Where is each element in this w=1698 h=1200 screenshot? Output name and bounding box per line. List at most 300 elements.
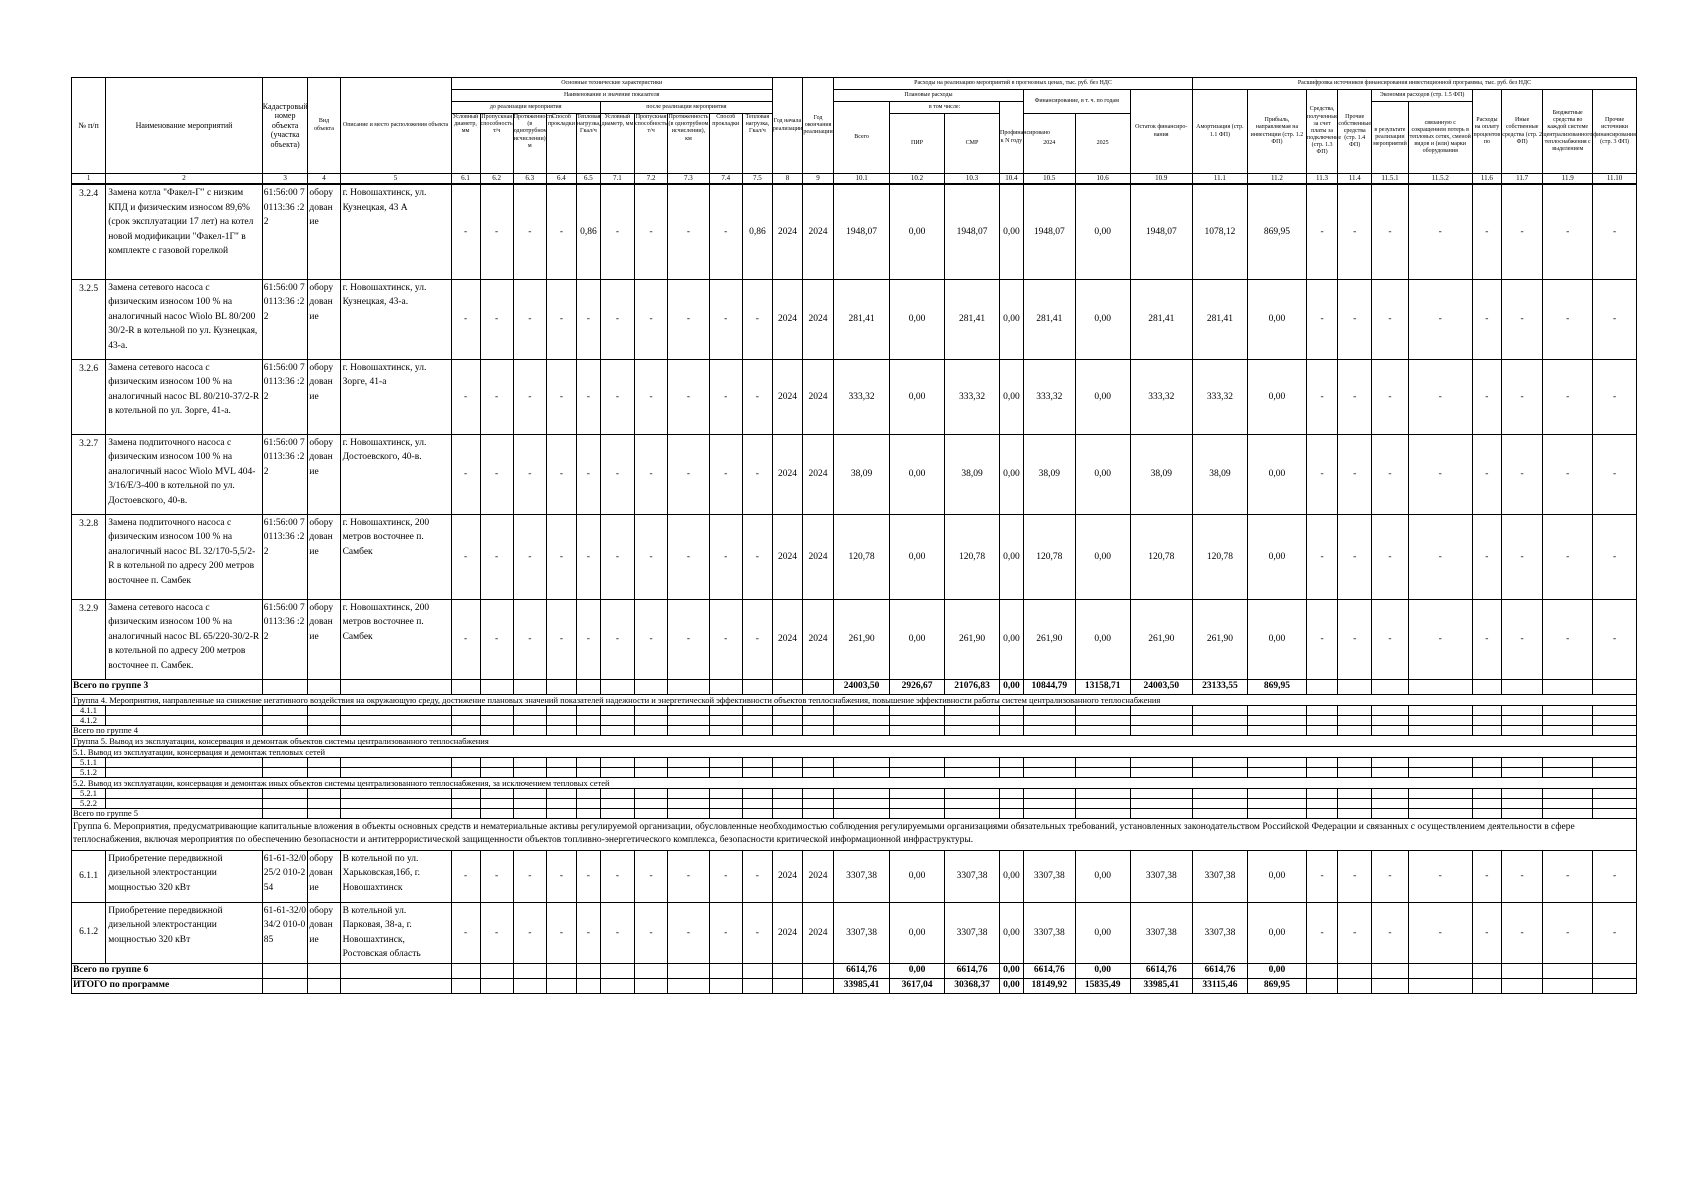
value-b_lay: - xyxy=(546,434,576,514)
empty-cell xyxy=(1501,978,1542,993)
empty-cell xyxy=(308,963,340,978)
value-c4: - xyxy=(1408,514,1472,599)
value-profit: 0,00 xyxy=(1247,902,1306,963)
value-fin: 0,00 xyxy=(999,184,1023,279)
value-a_cap: - xyxy=(635,902,668,963)
profit-header: Прибыль, направляемая на инвестиции (стр. 1.2 ФП) xyxy=(1247,90,1306,174)
empty-cell xyxy=(1247,705,1306,715)
empty-cell xyxy=(546,715,576,725)
empty-cell xyxy=(1501,808,1542,818)
empty-cell xyxy=(1472,767,1501,777)
empty-cell xyxy=(1472,978,1501,993)
empty-cell xyxy=(576,808,600,818)
value-profit: 0,00 xyxy=(1247,599,1306,679)
empty-cell xyxy=(1306,725,1337,735)
measure-name: Приобретение передвижной дизельной электростанции мощностью 320 кВт xyxy=(106,850,263,902)
empty-cell xyxy=(1472,705,1501,715)
total-y2025: 13158,71 xyxy=(1075,679,1130,694)
empty-cell xyxy=(546,767,576,777)
value-amort: 333,32 xyxy=(1192,359,1247,434)
empty-cell xyxy=(1472,679,1501,694)
empty-cell xyxy=(1338,705,1372,715)
group4-row xyxy=(72,705,1637,715)
empty-cell xyxy=(576,715,600,725)
value-b_load: - xyxy=(576,359,600,434)
group6-title-row xyxy=(72,818,1637,850)
empty-cell xyxy=(1075,788,1130,798)
empty-cell xyxy=(1543,978,1593,993)
value-pir: 0,00 xyxy=(890,902,945,963)
value-ys: 2024 xyxy=(772,514,802,599)
empty-cell xyxy=(513,679,546,694)
empty-cell xyxy=(709,715,742,725)
value-smr: 3307,38 xyxy=(945,902,1000,963)
group5-title-row xyxy=(72,735,1637,746)
value-rem: 120,78 xyxy=(1130,514,1192,599)
empty-cell xyxy=(999,798,1023,808)
value-fin: 0,00 xyxy=(999,902,1023,963)
empty-cell xyxy=(262,679,308,694)
empty-cell xyxy=(802,963,833,978)
value-ys: 2024 xyxy=(772,359,802,434)
empty-cell xyxy=(1130,808,1192,818)
empty-cell xyxy=(1306,705,1337,715)
empty-cell xyxy=(480,679,513,694)
measure-row xyxy=(72,279,1637,359)
object-type: обору дован ие xyxy=(308,514,340,599)
empty-cell xyxy=(709,963,742,978)
b-cap-header: Пропускная способность, т/ч xyxy=(480,114,513,174)
group5-sub1-row xyxy=(72,746,1637,757)
column-number: 11.5.2 xyxy=(1408,174,1472,185)
empty-cell xyxy=(1247,808,1306,818)
value-b_cap: - xyxy=(480,184,513,279)
column-numbers-row xyxy=(72,174,1637,185)
value-c2: - xyxy=(1338,434,1372,514)
empty-cell xyxy=(262,705,308,715)
empty-cell xyxy=(262,798,308,808)
empty-cell xyxy=(709,808,742,818)
empty-cell xyxy=(308,798,340,808)
empty-cell xyxy=(308,757,340,767)
total-amort: 23133,55 xyxy=(1192,679,1247,694)
value-a_diam: - xyxy=(600,184,634,279)
column-number: 11.1 xyxy=(1192,174,1247,185)
empty-cell xyxy=(668,757,709,767)
b-len-header: Протяженность (в однотрубном исчислении), м xyxy=(513,114,546,174)
empty-cell xyxy=(451,725,480,735)
empty-cell xyxy=(1501,705,1542,715)
row-label: Всего по группе 5 xyxy=(72,808,263,818)
cadastral-number: 61:56:00 70113:36 :22 xyxy=(262,279,308,359)
empty-cell xyxy=(1338,757,1372,767)
empty-cell xyxy=(451,798,480,808)
empty-cell xyxy=(308,705,340,715)
empty-cell xyxy=(1075,725,1130,735)
after-header: после реализации мероприятия xyxy=(600,102,772,114)
empty-cell xyxy=(668,808,709,818)
empty-cell xyxy=(480,757,513,767)
value-c3: - xyxy=(1372,599,1408,679)
b-diam-header: Условный диаметр, мм xyxy=(451,114,480,174)
empty-cell xyxy=(999,808,1023,818)
total-smr: 6614,76 xyxy=(945,963,1000,978)
empty-cell xyxy=(668,798,709,808)
cadastral-number: 61-61-32/034/2 010-085 xyxy=(262,902,308,963)
empty-cell xyxy=(480,705,513,715)
value-total: 3307,38 xyxy=(834,850,890,902)
empty-cell xyxy=(1408,725,1472,735)
investment-program-table xyxy=(71,77,1637,994)
empty-cell xyxy=(834,788,890,798)
empty-cell xyxy=(262,725,308,735)
empty-cell xyxy=(834,705,890,715)
empty-cell xyxy=(834,808,890,818)
economy-header: Экономия расходов (стр. 1.5 ФП) xyxy=(1372,90,1473,102)
value-smr: 261,90 xyxy=(945,599,1000,679)
value-c8: - xyxy=(1593,279,1637,359)
total-y2025: 0,00 xyxy=(1075,963,1130,978)
value-c8: - xyxy=(1593,184,1637,279)
value-b_lay: - xyxy=(546,902,576,963)
empty-cell xyxy=(1192,705,1247,715)
empty-cell xyxy=(890,767,945,777)
empty-cell xyxy=(308,978,340,993)
value-a_cap: - xyxy=(635,359,668,434)
cadastral-number: 61:56:00 70113:36 :22 xyxy=(262,514,308,599)
empty-cell xyxy=(308,725,340,735)
empty-cell xyxy=(576,725,600,735)
value-c3: - xyxy=(1372,359,1408,434)
empty-cell xyxy=(451,757,480,767)
value-b_cap: - xyxy=(480,599,513,679)
empty-cell xyxy=(772,767,802,777)
value-amort: 281,41 xyxy=(1192,279,1247,359)
total-pir: 0,00 xyxy=(890,963,945,978)
column-number: 11.4 xyxy=(1338,174,1372,185)
empty-cell xyxy=(1023,788,1075,798)
row-number: 6.1.1 xyxy=(72,850,106,902)
empty-cell xyxy=(890,725,945,735)
column-number: 6.2 xyxy=(480,174,513,185)
empty-cell xyxy=(546,757,576,767)
empty-cell xyxy=(802,788,833,798)
value-c6: - xyxy=(1501,514,1542,599)
object-location: г. Новошахтинск, ул. Кузнецкая, 43-а. xyxy=(340,279,451,359)
measure-row xyxy=(72,359,1637,434)
value-b_diam: - xyxy=(451,902,480,963)
value-profit: 0,00 xyxy=(1247,279,1306,359)
empty-cell xyxy=(709,767,742,777)
empty-cell xyxy=(513,767,546,777)
empty-cell xyxy=(340,725,451,735)
value-a_load: - xyxy=(742,599,772,679)
total-profit: 0,00 xyxy=(1247,963,1306,978)
empty-cell xyxy=(451,679,480,694)
value-c7: - xyxy=(1543,850,1593,902)
empty-cell xyxy=(802,767,833,777)
value-c4: - xyxy=(1408,359,1472,434)
empty-cell xyxy=(546,679,576,694)
empty-cell xyxy=(576,963,600,978)
empty-cell xyxy=(668,679,709,694)
empty-cell xyxy=(600,767,634,777)
empty-cell xyxy=(340,808,451,818)
remainder-header: Остаток финансиро-вания xyxy=(1130,90,1192,174)
financed-header: Профинансировано к N году xyxy=(999,102,1023,174)
value-y2024: 333,32 xyxy=(1023,359,1075,434)
empty-cell xyxy=(1338,725,1372,735)
empty-cell xyxy=(1408,715,1472,725)
value-fin: 0,00 xyxy=(999,434,1023,514)
value-c3: - xyxy=(1372,850,1408,902)
value-pir: 0,00 xyxy=(890,184,945,279)
column-number: 1 xyxy=(72,174,106,185)
empty-cell xyxy=(480,798,513,808)
empty-cell xyxy=(668,788,709,798)
value-amort: 120,78 xyxy=(1192,514,1247,599)
empty-cell xyxy=(1501,767,1542,777)
value-rem: 3307,38 xyxy=(1130,850,1192,902)
value-c5: - xyxy=(1472,279,1501,359)
empty-cell xyxy=(772,705,802,715)
value-fin: 0,00 xyxy=(999,279,1023,359)
empty-cell xyxy=(1338,808,1372,818)
empty-cell xyxy=(945,798,1000,808)
empty-cell xyxy=(106,705,263,715)
value-b_lay: - xyxy=(546,279,576,359)
value-ye: 2024 xyxy=(802,902,833,963)
value-a_cap: - xyxy=(635,514,668,599)
empty-cell xyxy=(999,757,1023,767)
interest-header: Расходы на оплату процентов по xyxy=(1472,90,1501,174)
empty-cell xyxy=(1306,798,1337,808)
group5-sub2-row xyxy=(72,777,1637,788)
empty-cell xyxy=(1023,767,1075,777)
costs-header: Расходы на реализацию мероприятий в прогнозных ценах, тыс. руб. без НДС xyxy=(834,78,1193,90)
value-b_cap: - xyxy=(480,279,513,359)
value-b_len: - xyxy=(513,434,546,514)
total-rem: 6614,76 xyxy=(1130,963,1192,978)
empty-cell xyxy=(1130,725,1192,735)
value-rem: 333,32 xyxy=(1130,359,1192,434)
empty-cell xyxy=(945,767,1000,777)
value-a_cap: - xyxy=(635,850,668,902)
value-c5: - xyxy=(1472,850,1501,902)
empty-cell xyxy=(1593,725,1637,735)
value-profit: 0,00 xyxy=(1247,850,1306,902)
object-location: г. Новошахтинск, ул. Достоевского, 40-в. xyxy=(340,434,451,514)
empty-cell xyxy=(1372,767,1408,777)
empty-cell xyxy=(480,725,513,735)
empty-cell xyxy=(340,757,451,767)
value-c6: - xyxy=(1501,434,1542,514)
empty-cell xyxy=(742,978,772,993)
empty-cell xyxy=(480,808,513,818)
empty-cell xyxy=(742,679,772,694)
value-c1: - xyxy=(1306,184,1337,279)
value-ye: 2024 xyxy=(802,184,833,279)
value-a_load: 0,86 xyxy=(742,184,772,279)
value-c5: - xyxy=(1472,184,1501,279)
empty-cell xyxy=(1306,679,1337,694)
object-type: обору дован ие xyxy=(308,902,340,963)
col-cadastral-header: Кадастровый номер объекта (участка объекта) xyxy=(262,78,308,174)
smr-header: СМР xyxy=(945,114,1000,174)
empty-cell xyxy=(1372,798,1408,808)
empty-cell xyxy=(513,963,546,978)
table-body xyxy=(72,174,1637,994)
empty-cell xyxy=(600,705,634,715)
empty-cell xyxy=(600,978,634,993)
value-smr: 38,09 xyxy=(945,434,1000,514)
empty-cell xyxy=(742,715,772,725)
incl-header: в том числе: xyxy=(890,102,1000,114)
empty-cell xyxy=(1593,808,1637,818)
value-a_len: - xyxy=(668,850,709,902)
value-y2024: 281,41 xyxy=(1023,279,1075,359)
value-c7: - xyxy=(1543,514,1593,599)
empty-cell xyxy=(1408,767,1472,777)
empty-cell xyxy=(772,798,802,808)
value-b_load: - xyxy=(576,599,600,679)
section-title: Группа 4. Мероприятия, направленные на снижение негативного воздействия на окружающую среду, достижение плановых значений показателей надежности и энергетической эффективности объектов теплоснабжения, повышение эффективности работы систем централизованного теплоснабжения xyxy=(72,694,1637,705)
column-number: 11.7 xyxy=(1501,174,1542,185)
empty-cell xyxy=(635,679,668,694)
empty-cell xyxy=(742,963,772,978)
value-y2025: 0,00 xyxy=(1075,850,1130,902)
column-number: 3 xyxy=(262,174,308,185)
value-c5: - xyxy=(1472,599,1501,679)
empty-cell xyxy=(1338,679,1372,694)
measure-row xyxy=(72,902,1637,963)
value-a_diam: - xyxy=(600,434,634,514)
empty-cell xyxy=(1543,798,1593,808)
total-label: Всего по группе 6 xyxy=(72,963,263,978)
value-ye: 2024 xyxy=(802,434,833,514)
row-label: 5.1.2 xyxy=(72,767,106,777)
group4-total-row xyxy=(72,725,1637,735)
empty-cell xyxy=(546,963,576,978)
empty-cell xyxy=(945,715,1000,725)
empty-cell xyxy=(802,798,833,808)
value-b_len: - xyxy=(513,850,546,902)
empty-cell xyxy=(742,767,772,777)
value-c2: - xyxy=(1338,184,1372,279)
total-rem: 24003,50 xyxy=(1130,679,1192,694)
empty-cell xyxy=(1075,798,1130,808)
budget-header: Бюджетные средства во каждой системе централизованного теплоснабжения с выделением xyxy=(1543,90,1593,174)
section-title: Группа 5. Вывод из эксплуатации, консервация и демонтаж объектов системы централизованного теплоснабжения xyxy=(72,735,1637,746)
value-c4: - xyxy=(1408,279,1472,359)
econ-a-header: в результате реализации мероприятий xyxy=(1372,102,1408,174)
empty-cell xyxy=(635,798,668,808)
value-b_load: - xyxy=(576,850,600,902)
column-number: 10.6 xyxy=(1075,174,1130,185)
value-smr: 333,32 xyxy=(945,359,1000,434)
column-number: 8 xyxy=(772,174,802,185)
measure-row xyxy=(72,514,1637,599)
total-amort: 6614,76 xyxy=(1192,963,1247,978)
empty-cell xyxy=(1306,715,1337,725)
value-c7: - xyxy=(1543,279,1593,359)
object-type: обору дован ие xyxy=(308,359,340,434)
empty-cell xyxy=(999,715,1023,725)
value-c4: - xyxy=(1408,599,1472,679)
empty-cell xyxy=(1501,715,1542,725)
value-b_diam: - xyxy=(451,850,480,902)
value-profit: 0,00 xyxy=(1247,434,1306,514)
grand-total-row xyxy=(72,978,1637,993)
empty-cell xyxy=(600,757,634,767)
empty-cell xyxy=(340,715,451,725)
column-number: 7.5 xyxy=(742,174,772,185)
value-b_diam: - xyxy=(451,184,480,279)
empty-cell xyxy=(262,963,308,978)
value-amort: 261,90 xyxy=(1192,599,1247,679)
empty-cell xyxy=(1075,767,1130,777)
row-label: Всего по группе 4 xyxy=(72,725,263,735)
value-c1: - xyxy=(1306,514,1337,599)
total-fin: 0,00 xyxy=(999,963,1023,978)
value-b_cap: - xyxy=(480,434,513,514)
column-number: 7.4 xyxy=(709,174,742,185)
column-number: 11.9 xyxy=(1543,174,1593,185)
empty-cell xyxy=(945,705,1000,715)
value-c7: - xyxy=(1543,184,1593,279)
value-fin: 0,00 xyxy=(999,599,1023,679)
empty-cell xyxy=(1472,757,1501,767)
empty-cell xyxy=(635,715,668,725)
column-number: 10.5 xyxy=(1023,174,1075,185)
empty-cell xyxy=(802,679,833,694)
row-number: 3.2.7 xyxy=(72,434,106,514)
total-y2024: 10844,79 xyxy=(1023,679,1075,694)
empty-cell xyxy=(1543,808,1593,818)
empty-cell xyxy=(772,963,802,978)
empty-cell xyxy=(999,788,1023,798)
empty-cell xyxy=(635,705,668,715)
empty-cell xyxy=(308,808,340,818)
value-c1: - xyxy=(1306,599,1337,679)
value-profit: 869,95 xyxy=(1247,184,1306,279)
empty-cell xyxy=(1247,757,1306,767)
value-a_diam: - xyxy=(600,850,634,902)
empty-cell xyxy=(1192,725,1247,735)
a-cap-header: Пропускная способность, т/ч xyxy=(635,114,668,174)
value-smr: 1948,07 xyxy=(945,184,1000,279)
empty-cell xyxy=(1192,808,1247,818)
value-rem: 3307,38 xyxy=(1130,902,1192,963)
value-profit: 0,00 xyxy=(1247,359,1306,434)
empty-cell xyxy=(262,757,308,767)
value-c5: - xyxy=(1472,902,1501,963)
value-c6: - xyxy=(1501,850,1542,902)
empty-cell xyxy=(1130,798,1192,808)
empty-cell xyxy=(709,705,742,715)
empty-cell xyxy=(802,808,833,818)
value-c1: - xyxy=(1306,359,1337,434)
empty-cell xyxy=(600,679,634,694)
empty-cell xyxy=(546,978,576,993)
column-number: 11.2 xyxy=(1247,174,1306,185)
empty-cell xyxy=(1192,767,1247,777)
value-y2024: 3307,38 xyxy=(1023,850,1075,902)
empty-cell xyxy=(999,705,1023,715)
plan-header: Плановые расходы xyxy=(834,90,1024,102)
empty-cell xyxy=(1372,705,1408,715)
value-total: 3307,38 xyxy=(834,902,890,963)
